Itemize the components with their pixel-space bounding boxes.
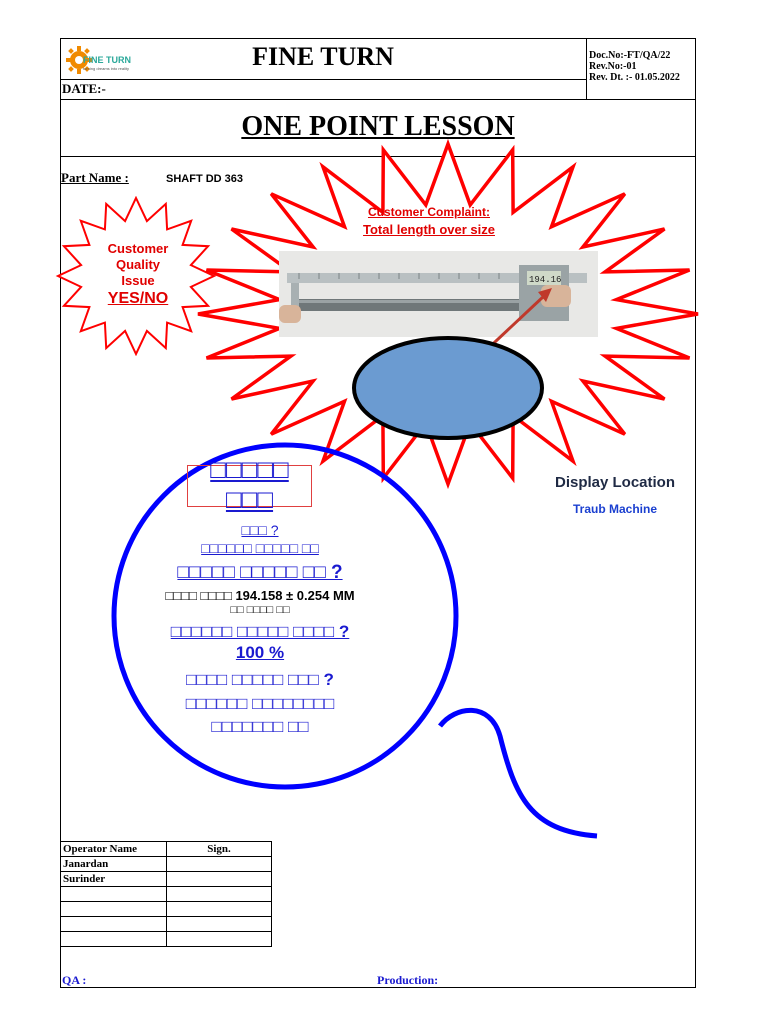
operator-name-cell[interactable] [61,902,167,917]
quality-answer: YES/NO [107,290,169,307]
display-location-label: Display Location [554,474,676,491]
table-row [61,887,272,902]
quality-issue [84,241,192,308]
display-location-value: Traub Machine [572,502,658,516]
question-how-much: □□□□□ □□□□□ □□ ? [177,562,343,583]
inspection-percent: 100 % [235,643,285,662]
table-row [61,857,272,872]
spec-line [60,588,460,603]
quality-line-3: Issue [121,273,155,288]
page-title: ONE POINT LESSON [241,111,515,142]
answer-who-line-1: □□□□□□ □□□□□□□□ [185,694,335,713]
operator-name-cell[interactable] [61,887,167,902]
operator-name-cell: Surinder [61,872,167,887]
logo-tagline: turning dreams into reality [83,66,130,71]
question-what: □□□ ? [241,522,279,538]
highlight-ellipse [350,334,546,442]
company-name: FINE TURN [252,42,394,71]
table-row [61,902,272,917]
signature-cell[interactable] [167,872,272,887]
operator-name-cell: Janardan [61,857,167,872]
qa-label: QA : [62,973,87,987]
signature-cell[interactable] [167,902,272,917]
revision-date: Rev. Dt. :- 01.05.2022 [589,72,680,83]
header-sign: Sign. [167,842,272,857]
spec-value: 194.158 ± 0.254 MM [235,588,355,603]
operator-table-header [61,842,272,857]
signature-cell[interactable] [167,917,272,932]
doc-info [589,50,680,83]
answer-who-line-2: □□□□□□□ □□ [211,717,309,736]
revision-number: Rev.No:-01 [589,61,637,72]
operator-name-cell[interactable] [61,932,167,947]
table-row [61,872,272,887]
spec-prefix: □□□□ □□□□ [165,588,232,603]
header-operator-name: Operator Name [61,842,167,857]
signature-cell[interactable] [167,857,272,872]
complaint-label: Customer Complaint: [367,205,490,219]
production-label: Production: [377,973,439,987]
table-row [61,917,272,932]
company-logo [64,43,152,77]
logo-text: FINE TURN [83,55,131,65]
header-divider [60,99,696,100]
signature-cell[interactable] [167,932,272,947]
customer-complaint [340,205,518,237]
docinfo-divider [586,38,587,99]
spec-suffix: □□ □□□□ □□ [230,604,290,616]
part-name-label: Part Name : [61,170,129,185]
table-row [61,932,272,947]
answer-what: □□□□□□ □□□□□ □□ [201,540,319,556]
signature-cell[interactable] [167,887,272,902]
quality-line-2: Quality [115,257,161,272]
operator-table [60,841,272,947]
part-name-value: SHAFT DD 363 [166,173,244,185]
date-divider [60,79,586,80]
complaint-text: Total length over size [363,222,495,237]
svg-text:194.16: 194.16 [529,275,562,285]
date-label: DATE:- [62,81,106,96]
question-frequency: □□□□□□ □□□□□ □□□□ ? [170,622,350,641]
doc-number: Doc.No:-FT/QA/22 [589,50,671,61]
question-who: □□□□ □□□□□ □□□ ? [186,670,334,689]
callout-heading: □□□□□ □□□ [210,454,289,514]
operator-name-cell[interactable] [61,917,167,932]
quality-line-1: Customer [107,241,169,256]
